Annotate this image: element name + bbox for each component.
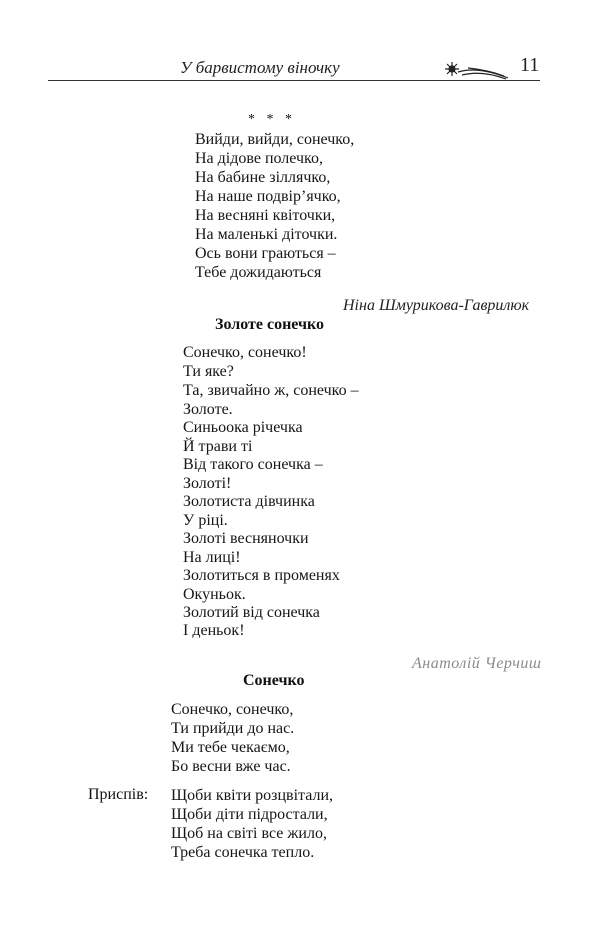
poem-line: Золотиста дівчинка [183,493,315,510]
poem3-title: Сонечко [243,672,305,689]
poem-line: І деньок! [183,622,245,639]
poem-line: Вийди, вийди, сонечко, [195,131,355,148]
poem-line: Сонечко, сонечко, [171,701,294,718]
poem-line: Щоб на світі все жило, [171,825,327,842]
poem-line: Ми тебе чекаємо, [171,739,290,756]
section-stars: * * * [248,112,296,127]
page-number: 11 [520,54,540,76]
poem-line: Окуньок. [183,586,246,603]
poem-line: На маленькі діточки. [195,226,338,243]
poem-line: Щоби діти підростали, [171,806,328,823]
poem-line: Ти яке? [183,363,234,380]
poem2-author: Анатолій Черчиш [412,655,542,672]
poem-line: На весняні квіточки, [195,207,336,224]
poem-line: На дідове полечко, [195,150,323,167]
poem-line: Золоті весняночки [183,530,309,547]
flower-branch-icon [438,60,510,85]
poem-line: Ось вони граються – [195,245,336,262]
poem-line: На бабине зіллячко, [195,169,331,186]
header-rule [48,80,540,81]
poem-line: На лиці! [183,549,241,566]
poem-line: Синьоока річечка [183,419,303,436]
poem2-title: Золоте сонечко [215,316,325,333]
poem-line: Ти прийди до нас. [171,720,295,737]
poem-line: Від такого сонечка – [183,456,323,473]
poem-line: Й трави ті [183,438,253,455]
page-header [0,0,600,90]
running-title: У барвистому віночку [180,58,340,77]
poem-line: Треба сонечка тепло. [171,844,315,861]
poem-line: Золотиться в променях [183,567,340,584]
poem-line: Щоби квіти розцвітали, [171,787,334,804]
poem1-author: Ніна Шмурикова-Гаврилюк [343,297,530,314]
poem-line: Золотий від сонечка [183,604,320,621]
poem-line: Тебе дожидаються [195,264,322,281]
poem-line: Золоті! [183,475,232,492]
poem-line: Бо весни вже час. [171,758,291,775]
poem-line: На наше подвір’ячко, [195,188,341,205]
refrain-label: Приспів: [88,786,149,803]
poem-line: Сонечко, сонечко! [183,344,307,361]
poem-line: Та, звичайно ж, сонечко – [183,382,359,399]
poem-line: Золоте. [183,401,233,418]
poem-line: У ріці. [183,512,228,529]
